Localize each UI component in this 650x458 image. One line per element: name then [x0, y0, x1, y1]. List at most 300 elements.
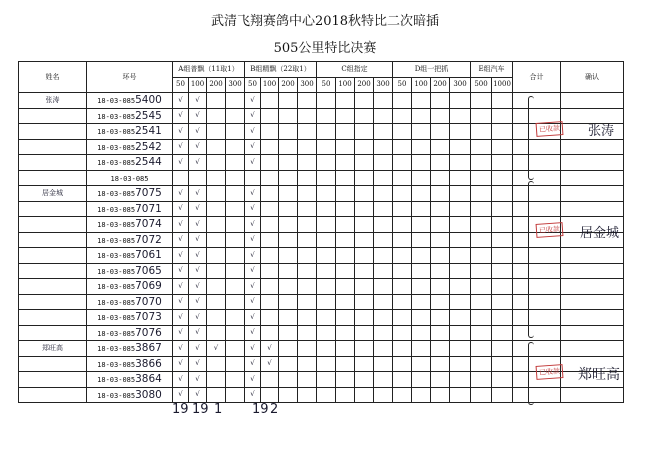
entry-check-cell — [393, 155, 412, 171]
entry-check-cell — [471, 108, 492, 124]
entry-check-cell — [471, 279, 492, 295]
total-cell — [513, 310, 561, 326]
entry-check-cell — [374, 186, 393, 202]
ring-number-cell — [87, 232, 173, 248]
entry-check-cell — [355, 124, 374, 140]
entry-check-cell — [298, 124, 317, 140]
entry-check-cell — [492, 186, 513, 202]
ring-suffix-handwritten: 5400 — [135, 94, 162, 106]
total-cell — [513, 341, 561, 357]
ring-number-cell — [87, 108, 173, 124]
entry-check-cell — [374, 93, 393, 109]
entry-check-cell — [492, 310, 513, 326]
entry-check-cell — [412, 387, 431, 403]
entry-check-cell — [261, 294, 279, 310]
confirm-cell — [561, 186, 624, 202]
total-cell — [513, 186, 561, 202]
entry-check-cell: √ — [173, 201, 189, 217]
entry-check-cell — [431, 387, 450, 403]
total-brace — [528, 181, 534, 338]
entry-check-cell — [207, 294, 226, 310]
entry-check-cell — [279, 217, 298, 233]
ring-prefix: 18-03-085 — [97, 298, 136, 307]
entry-check-cell — [431, 139, 450, 155]
entry-check-cell — [471, 139, 492, 155]
group-b-header: B组精飘（22取1） — [245, 62, 317, 78]
entry-check-cell — [393, 232, 412, 248]
confirm-cell — [561, 201, 624, 217]
entry-check-cell — [412, 217, 431, 233]
entry-check-cell — [355, 325, 374, 341]
ring-number-cell — [87, 139, 173, 155]
total-cell — [513, 387, 561, 403]
entry-check-cell — [336, 310, 355, 326]
entry-check-cell — [207, 217, 226, 233]
entry-check-cell — [298, 201, 317, 217]
entry-check-cell — [317, 186, 336, 202]
entry-check-cell: √ — [245, 139, 261, 155]
entry-check-cell — [226, 263, 245, 279]
entry-check-cell — [355, 201, 374, 217]
entry-check-cell — [317, 155, 336, 171]
group-a-amount-header: 200 — [207, 77, 226, 93]
entry-check-cell — [336, 201, 355, 217]
entry-check-cell — [279, 248, 298, 264]
ring-suffix-handwritten: 7075 — [135, 187, 162, 199]
entry-check-cell — [226, 186, 245, 202]
entry-check-cell — [374, 124, 393, 140]
column-total: 19 — [172, 402, 189, 417]
owner-name-cell — [19, 372, 87, 388]
ring-number-cell — [87, 279, 173, 295]
entry-check-cell — [412, 263, 431, 279]
entry-check-cell — [336, 139, 355, 155]
ring-number-cell — [87, 356, 173, 372]
entry-check-cell — [374, 372, 393, 388]
ring-number-cell — [87, 372, 173, 388]
entry-check-cell — [492, 155, 513, 171]
entry-check-cell — [450, 93, 471, 109]
entry-check-cell: √ — [189, 341, 207, 357]
entry-check-cell — [336, 93, 355, 109]
confirm-signature: 张涛 — [588, 124, 615, 139]
ring-number-cell — [87, 217, 173, 233]
owner-name-cell — [19, 387, 87, 403]
group-a-header: A组普飘（11取1） — [173, 62, 245, 78]
entry-check-cell — [336, 232, 355, 248]
entry-check-cell — [226, 372, 245, 388]
ring-suffix-handwritten: 7073 — [135, 311, 162, 323]
entry-check-cell — [261, 155, 279, 171]
ring-suffix-handwritten: 7072 — [135, 233, 162, 246]
ring-suffix-handwritten: 3866 — [135, 357, 162, 370]
entry-check-cell — [471, 170, 492, 186]
entry-check-cell — [279, 232, 298, 248]
group-a-amount-header: 300 — [226, 77, 245, 93]
entry-check-cell — [374, 170, 393, 186]
entry-check-cell: √ — [173, 155, 189, 171]
group-c-amount-header: 100 — [336, 77, 355, 93]
entry-check-cell: √ — [245, 294, 261, 310]
entry-check-cell: √ — [189, 387, 207, 403]
entry-check-cell — [450, 108, 471, 124]
entry-check-cell — [261, 108, 279, 124]
group-c-header: C组指定 — [317, 62, 393, 78]
entry-check-cell — [431, 310, 450, 326]
entry-check-cell: √ — [245, 356, 261, 372]
entry-check-cell — [412, 108, 431, 124]
entry-check-cell: √ — [261, 341, 279, 357]
entry-check-cell — [298, 294, 317, 310]
entry-check-cell — [279, 325, 298, 341]
entry-check-cell — [393, 341, 412, 357]
entry-check-cell — [261, 124, 279, 140]
group-d-amount-header: 300 — [450, 77, 471, 93]
group-e-amount-header: 1000 — [492, 77, 513, 93]
entry-check-cell: √ — [189, 325, 207, 341]
entry-check-cell — [261, 263, 279, 279]
total-cell — [513, 201, 561, 217]
ring-suffix-handwritten: 7070 — [135, 295, 162, 308]
entry-check-cell: √ — [173, 387, 189, 403]
entry-check-cell — [471, 310, 492, 326]
confirm-cell — [561, 341, 624, 357]
entry-check-cell — [317, 310, 336, 326]
entry-check-cell — [207, 325, 226, 341]
confirm-cell — [561, 263, 624, 279]
entry-check-cell — [492, 139, 513, 155]
entry-check-cell — [393, 294, 412, 310]
ring-suffix-handwritten: 3080 — [135, 388, 162, 401]
entry-check-cell — [207, 186, 226, 202]
entry-check-cell — [492, 372, 513, 388]
entry-check-cell — [374, 155, 393, 171]
ring-number-cell — [87, 170, 173, 186]
entry-check-cell — [317, 139, 336, 155]
ring-prefix: 18-03-085 — [97, 252, 136, 260]
entry-check-cell: √ — [245, 279, 261, 295]
entry-check-cell — [450, 294, 471, 310]
entry-check-cell — [450, 387, 471, 403]
document-title: 武清飞翔赛鸽中心2018秋特比二次暗插 — [210, 14, 440, 29]
entry-check-cell — [261, 279, 279, 295]
entry-check-cell — [431, 248, 450, 264]
entry-check-cell — [279, 279, 298, 295]
group-e-amount-header: 500 — [471, 77, 492, 93]
entry-check-cell: √ — [173, 232, 189, 248]
entry-check-cell — [317, 217, 336, 233]
entry-check-cell — [471, 155, 492, 171]
entry-check-cell: √ — [189, 294, 207, 310]
entry-check-cell — [207, 108, 226, 124]
entry-check-cell — [355, 294, 374, 310]
entry-check-cell: √ — [245, 186, 261, 202]
entry-check-cell — [279, 372, 298, 388]
entry-check-cell — [298, 279, 317, 295]
entry-check-cell — [374, 294, 393, 310]
group-c-amount-header: 300 — [374, 77, 393, 93]
total-cell — [513, 279, 561, 295]
entry-check-cell — [374, 263, 393, 279]
entry-check-cell — [298, 155, 317, 171]
entry-check-cell: √ — [173, 325, 189, 341]
group-c-amount-header: 50 — [317, 77, 336, 93]
entry-check-cell — [279, 155, 298, 171]
entry-check-cell — [279, 294, 298, 310]
entry-check-cell — [431, 294, 450, 310]
entry-check-cell — [298, 93, 317, 109]
entry-check-cell — [261, 170, 279, 186]
entry-check-cell — [412, 310, 431, 326]
entry-check-cell — [450, 186, 471, 202]
owner-name-cell — [19, 310, 87, 326]
entry-check-cell: √ — [189, 93, 207, 109]
owner-name-cell — [19, 108, 87, 124]
ring-prefix: 18-03-085 — [97, 267, 136, 276]
confirm-signature: 郑旺高 — [578, 367, 620, 383]
entry-check-cell — [317, 325, 336, 341]
entry-check-cell: √ — [189, 201, 207, 217]
entry-check-cell — [450, 201, 471, 217]
entry-check-cell — [412, 341, 431, 357]
ring-prefix: 18-03-085 — [97, 391, 136, 400]
entry-check-cell — [298, 356, 317, 372]
entry-check-cell — [471, 294, 492, 310]
entry-check-cell — [374, 356, 393, 372]
total-cell — [513, 155, 561, 171]
ring-prefix: 18-03-085 — [97, 159, 136, 167]
entry-check-cell — [261, 387, 279, 403]
entry-check-cell: √ — [189, 248, 207, 264]
entry-check-cell: √ — [245, 201, 261, 217]
entry-check-cell — [226, 108, 245, 124]
entry-check-cell — [298, 108, 317, 124]
entry-check-cell — [471, 124, 492, 140]
entry-check-cell — [492, 356, 513, 372]
owner-name-cell — [19, 294, 87, 310]
entry-check-cell — [393, 387, 412, 403]
total-cell — [513, 248, 561, 264]
entry-check-cell — [261, 201, 279, 217]
owner-name-cell — [19, 263, 87, 279]
entry-check-cell — [355, 155, 374, 171]
entry-check-cell — [471, 263, 492, 279]
entry-check-cell: √ — [245, 341, 261, 357]
owner-name-cell — [19, 201, 87, 217]
entry-check-cell — [393, 263, 412, 279]
entry-check-cell — [298, 139, 317, 155]
entry-check-cell — [471, 248, 492, 264]
entry-check-cell — [355, 356, 374, 372]
entry-check-cell — [317, 387, 336, 403]
entry-check-cell — [317, 124, 336, 140]
entry-check-cell — [317, 294, 336, 310]
owner-name-cell — [19, 170, 87, 186]
entry-check-cell — [412, 372, 431, 388]
entry-check-cell — [279, 108, 298, 124]
entry-check-cell: √ — [245, 217, 261, 233]
entry-check-cell — [298, 248, 317, 264]
entry-check-cell — [226, 93, 245, 109]
entry-check-cell — [279, 139, 298, 155]
entry-check-cell — [492, 325, 513, 341]
owner-name-cell — [19, 124, 87, 140]
entry-check-cell — [471, 341, 492, 357]
ring-number-cell — [87, 248, 173, 264]
owner-name-cell — [19, 139, 87, 155]
entry-check-cell: √ — [245, 248, 261, 264]
entry-check-cell — [431, 201, 450, 217]
owner-name-cell — [19, 356, 87, 372]
ring-prefix: 18-03-085 — [97, 329, 136, 338]
total-brace — [528, 342, 534, 405]
entry-check-cell — [336, 170, 355, 186]
entry-check-cell: √ — [189, 186, 207, 202]
entry-check-cell — [431, 186, 450, 202]
entry-check-cell — [336, 186, 355, 202]
entry-check-cell: √ — [261, 356, 279, 372]
entry-check-cell — [261, 93, 279, 109]
entry-check-cell — [226, 170, 245, 186]
ring-number-cell — [87, 294, 173, 310]
entry-check-cell — [279, 186, 298, 202]
entry-check-cell — [431, 356, 450, 372]
entry-check-cell — [393, 310, 412, 326]
confirm-cell — [561, 248, 624, 264]
entry-check-cell — [471, 232, 492, 248]
entry-check-cell — [492, 248, 513, 264]
ring-number-cell — [87, 201, 173, 217]
ring-prefix: 18-03-085 — [110, 174, 149, 183]
entry-check-cell — [374, 310, 393, 326]
confirm-cell — [561, 325, 624, 341]
entry-check-cell — [336, 217, 355, 233]
total-cell — [513, 325, 561, 341]
entry-check-cell — [279, 263, 298, 279]
entry-check-cell — [393, 279, 412, 295]
entry-check-cell — [471, 93, 492, 109]
entry-check-cell: √ — [173, 108, 189, 124]
entry-check-cell — [336, 248, 355, 264]
entry-check-cell — [374, 279, 393, 295]
entry-check-cell — [450, 124, 471, 140]
entry-check-cell — [173, 170, 189, 186]
entry-check-cell — [207, 201, 226, 217]
entry-check-cell — [226, 217, 245, 233]
ring-suffix-handwritten: 7069 — [135, 280, 162, 292]
ring-prefix: 18-03-085 — [97, 376, 136, 384]
ring-prefix: 18-03-085 — [97, 360, 136, 369]
column-total: 19 — [252, 402, 269, 417]
entry-check-cell — [226, 279, 245, 295]
entry-check-cell — [450, 248, 471, 264]
owner-name-cell — [19, 279, 87, 295]
entry-check-cell: √ — [173, 248, 189, 264]
entry-check-cell — [226, 124, 245, 140]
group-a-amount-header: 100 — [189, 77, 207, 93]
entry-check-cell — [207, 124, 226, 140]
entry-check-cell — [412, 93, 431, 109]
entry-check-cell — [450, 217, 471, 233]
entry-check-cell: √ — [189, 279, 207, 295]
entry-check-cell — [355, 93, 374, 109]
entry-check-cell — [450, 139, 471, 155]
entry-check-cell — [471, 387, 492, 403]
entry-check-cell: √ — [245, 387, 261, 403]
entry-check-cell — [298, 232, 317, 248]
total-cell — [513, 294, 561, 310]
owner-name-cell — [19, 217, 87, 233]
entry-check-cell: √ — [189, 217, 207, 233]
ring-number-cell — [87, 93, 173, 109]
ring-suffix-handwritten: 3867 — [135, 342, 162, 354]
entry-check-cell — [412, 186, 431, 202]
entry-check-cell — [374, 217, 393, 233]
entry-check-cell — [226, 356, 245, 372]
entry-check-cell — [279, 310, 298, 326]
confirm-cell — [561, 93, 624, 109]
entry-check-cell — [226, 248, 245, 264]
entry-check-cell — [492, 387, 513, 403]
ring-suffix-handwritten: 7061 — [135, 249, 162, 261]
entry-check-cell — [317, 263, 336, 279]
entry-check-cell — [492, 170, 513, 186]
entry-check-cell — [412, 155, 431, 171]
confirm-cell — [561, 279, 624, 295]
entry-check-cell — [336, 387, 355, 403]
entry-check-cell — [298, 186, 317, 202]
ring-prefix: 18-03-085 — [97, 205, 136, 214]
entry-check-cell — [431, 108, 450, 124]
column-total: 2 — [270, 402, 279, 417]
entry-check-cell — [336, 341, 355, 357]
confirm-cell — [561, 155, 624, 171]
entry-check-cell — [412, 248, 431, 264]
entry-check-cell — [226, 341, 245, 357]
ring-number-cell — [87, 387, 173, 403]
entry-check-cell — [336, 372, 355, 388]
entry-check-cell — [492, 201, 513, 217]
ring-suffix-handwritten: 7076 — [135, 326, 162, 339]
entry-check-cell — [298, 217, 317, 233]
owner-name-cell — [19, 248, 87, 264]
entry-check-cell — [431, 341, 450, 357]
entry-check-cell — [317, 372, 336, 388]
ring-number-cell — [87, 186, 173, 202]
entry-check-cell — [431, 93, 450, 109]
entry-check-cell — [298, 341, 317, 357]
entry-check-cell — [355, 217, 374, 233]
ring-prefix: 18-03-085 — [97, 143, 136, 152]
confirm-cell — [561, 294, 624, 310]
entry-check-cell: √ — [245, 155, 261, 171]
entry-check-cell — [355, 248, 374, 264]
entry-check-cell: √ — [173, 372, 189, 388]
entry-check-cell — [450, 170, 471, 186]
paid-stamp: 已收款 — [536, 121, 564, 137]
entry-check-cell — [261, 372, 279, 388]
entry-check-cell — [226, 294, 245, 310]
entry-check-cell — [317, 93, 336, 109]
document-subtitle: 505公里特比决赛 — [273, 41, 377, 56]
entry-check-cell — [374, 232, 393, 248]
entry-check-cell — [431, 217, 450, 233]
entry-check-cell — [355, 310, 374, 326]
owner-name-cell: 居金城 — [19, 186, 87, 202]
entry-check-cell — [431, 232, 450, 248]
entry-check-cell — [207, 93, 226, 109]
confirm-cell — [561, 170, 624, 186]
